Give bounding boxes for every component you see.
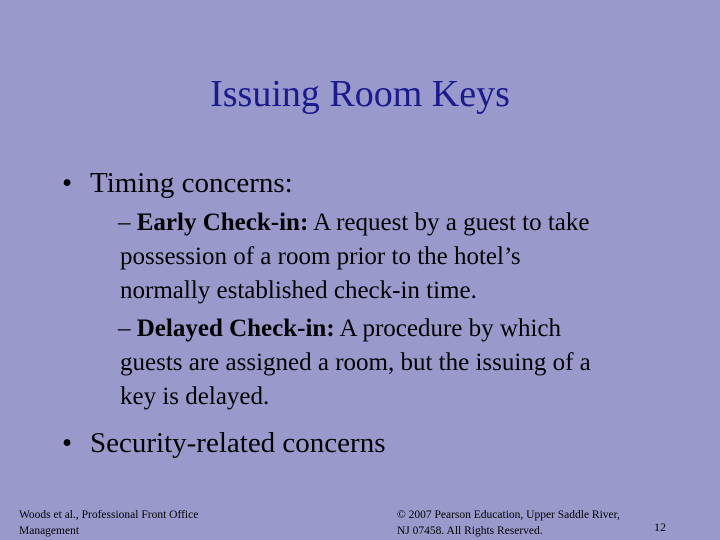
term-label: Early Check-in:	[136, 209, 309, 236]
page-number: 12	[654, 520, 666, 534]
footer-citation	[19, 507, 229, 539]
sub-item-early-check-in	[118, 206, 678, 308]
footer-citation-line-1: Woods et al., Professional Front Office	[19, 509, 199, 521]
footer-copyright	[397, 507, 647, 539]
sub-item-line-3: key is delayed.	[120, 383, 270, 410]
bullet-text: Security-related concerns	[90, 427, 386, 459]
sub-item-line-2: guests are assigned a room, but the issuing of a	[120, 349, 591, 376]
sub-item-line-3: normally established check-in time.	[120, 277, 477, 304]
sub-item-line-1	[118, 312, 678, 346]
bullet-security-concerns	[62, 426, 386, 460]
bullet-marker: •	[62, 427, 73, 459]
definition-text: A request by a guest to take	[313, 209, 590, 236]
bullet-marker: •	[62, 167, 73, 199]
footer-copyright-line-2: NJ 07458. All Rights Reserved.	[397, 525, 543, 537]
bullet-timing-concerns	[62, 166, 293, 200]
dash-marker: –	[118, 209, 131, 236]
definition-text: A procedure by which	[339, 315, 561, 342]
footer-citation-line-2: Management	[19, 525, 80, 537]
sub-item-line-2: possession of a room prior to the hotel’s	[120, 243, 521, 270]
bullet-text: Timing concerns:	[90, 167, 293, 199]
sub-item-line-1	[118, 206, 678, 240]
term-label: Delayed Check-in:	[136, 315, 335, 342]
sub-item-delayed-check-in	[118, 312, 678, 414]
slide-title: Issuing Room Keys	[210, 73, 510, 115]
footer-copyright-line-1: © 2007 Pearson Education, Upper Saddle River,	[397, 509, 620, 521]
dash-marker: –	[118, 315, 131, 342]
